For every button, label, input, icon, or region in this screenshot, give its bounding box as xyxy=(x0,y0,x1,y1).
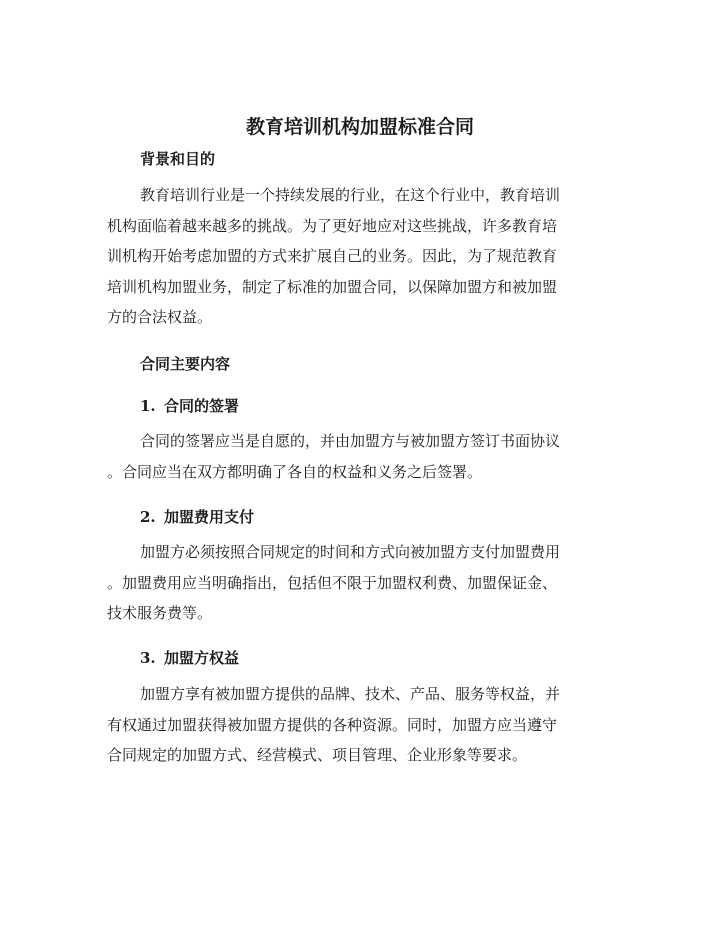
section-heading-main-content: 合同主要内容 xyxy=(140,355,231,373)
item-number: 1. xyxy=(140,397,156,415)
paragraph-line: 方的合法权益。 xyxy=(107,308,213,326)
paragraph-background xyxy=(107,180,617,333)
paragraph-line: 技术服务费等。 xyxy=(107,604,213,622)
paragraph-line: 加盟方享有被加盟方提供的品牌、技术、产品、服务等权益，并 xyxy=(140,685,561,703)
paragraph-line: 训机构开始考虑加盟的方式来扩展自己的业务。因此，为了规范教育 xyxy=(107,247,558,265)
item-title: 加盟方权益 xyxy=(164,649,240,667)
paragraph-line: 加盟方必须按照合同规定的时间和方式向被加盟方支付加盟费用 xyxy=(140,543,561,561)
item-heading-signing xyxy=(140,394,239,418)
paragraph-line: 合同的签署应当是自愿的，并由加盟方与被加盟方签订书面协议 xyxy=(140,432,561,450)
paragraph-line: 机构面临着越来越多的挑战。为了更好地应对这些挑战，许多教育培 xyxy=(107,216,558,235)
paragraph-line: 。合同应当在双方都明确了各自的权益和义务之后签署。 xyxy=(107,462,483,481)
paragraph-signing xyxy=(107,426,617,487)
item-number: 2. xyxy=(140,508,156,526)
item-number: 3. xyxy=(140,649,156,667)
paragraph-line: 培训机构加盟业务，制定了标准的加盟合同，以保障加盟方和被加盟 xyxy=(107,277,558,296)
paragraph-franchisee-rights xyxy=(107,679,617,771)
item-heading-franchisee-rights xyxy=(140,646,239,670)
paragraph-line: 。加盟费用应当明确指出，包括但不限于加盟权利费、加盟保证金、 xyxy=(107,573,558,592)
document-title: 教育培训机构加盟标准合同 xyxy=(245,116,474,138)
paragraph-line: 有权通过加盟获得被加盟方提供的各种资源。同时，加盟方应当遵守 xyxy=(107,715,558,734)
paragraph-fee-payment xyxy=(107,537,617,629)
paragraph-line: 教育培训行业是一个持续发展的行业，在这个行业中，教育培训 xyxy=(140,186,561,204)
item-title: 加盟费用支付 xyxy=(164,508,255,526)
section-heading-background: 背景和目的 xyxy=(140,150,216,168)
paragraph-line: 合同规定的加盟方式、经营模式、项目管理、企业形象等要求。 xyxy=(107,746,528,764)
item-title: 合同的签署 xyxy=(164,397,240,415)
item-heading-fee-payment xyxy=(140,505,254,529)
